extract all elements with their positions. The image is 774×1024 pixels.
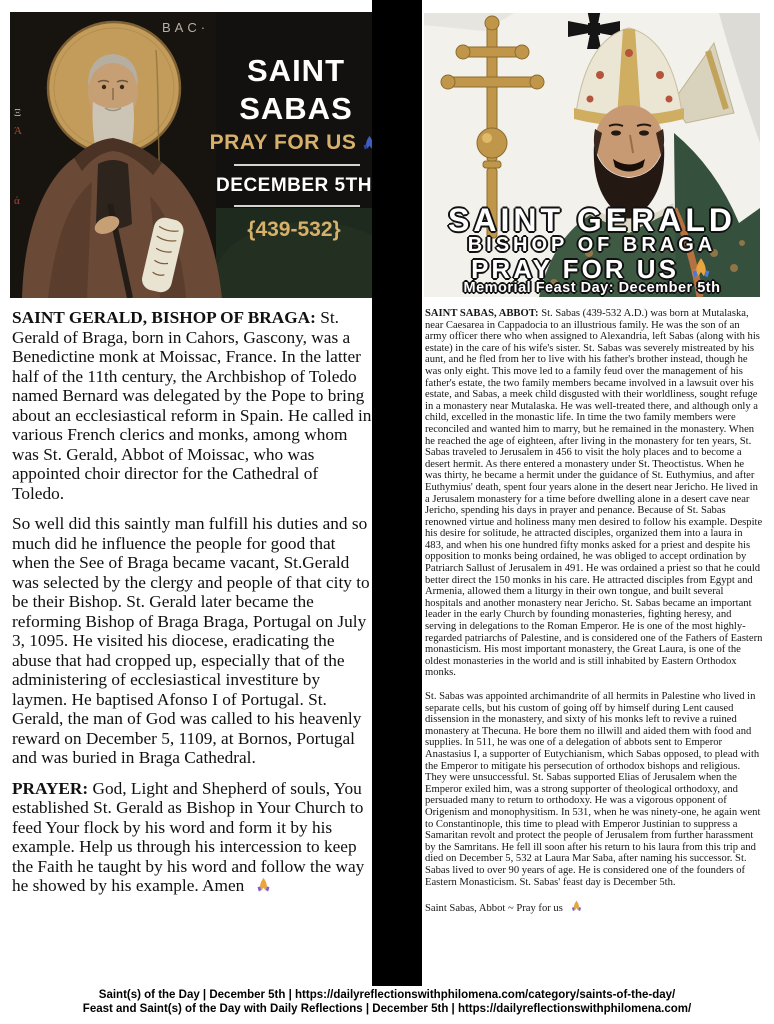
- banner-right-subtitle: BISHOP OF BRAGA: [467, 234, 717, 256]
- saint-gerald-article: [12, 308, 372, 907]
- banner-right-pray-text: PRAY FOR US: [471, 254, 679, 284]
- sabas-article-heading: SAINT SABAS, ABBOT:: [425, 308, 539, 319]
- banner-left-divider-top: [234, 164, 360, 166]
- banner-left-title-line2: SABAS: [239, 91, 353, 126]
- column-divider-bar: [372, 0, 422, 986]
- banner-left-title-line1: SAINT: [247, 53, 345, 88]
- banner-left-divider-bottom: [234, 205, 360, 207]
- icon-inscription: ΒΑС·: [162, 20, 210, 35]
- banner-right-title: SAINT GERALD: [448, 202, 736, 238]
- feast-day-label: Memorial Feast Day:: [463, 280, 615, 296]
- footer-line-2: Feast and Saint(s) of the Day with Daily Reflections | December 5th | https://dailyreflectionswithphilomena.com/: [82, 1003, 692, 1015]
- saint-sabas-banner: [10, 12, 372, 298]
- svg-text:Ά: Ά: [14, 125, 22, 137]
- footer-line-1: Saint(s) of the Day | December 5th | https://dailyreflectionswithphilomena.com/category/saints-of-the-day/: [98, 989, 676, 1001]
- banner-right-feast-line: [424, 281, 760, 296]
- svg-text:Ξ: Ξ: [14, 107, 22, 119]
- banner-left-date: DECEMBER 5TH: [216, 175, 372, 196]
- praying-hands-icon: [689, 257, 713, 281]
- prayer-heading: PRAYER:: [12, 778, 89, 798]
- gerald-prayer-paragraph: PRAYER: God, Light and Shepherd of souls, You established St. Gerald as Bishop in Your Church to feed Your flock by his word and form it by his example. Help us through his intercession to keep the Faith he taught by his word and follow the way he showed by his example. Amen: [12, 778, 365, 895]
- gerald-paragraph-2: So well did this saintly man fulfill his duties and so much did he influence the people for good that when the See of Braga became vacant, St.Gerald was selected by the clergy and people of that city to be their Bishop. St. Gerald later became the reforming Bishop of Braga Braga, Portugal on July 3, 1095. He visited his diocese, eradicating the abuse that had cropped up, especially that of the administering of ecclesiastical investiture by laymen. He baptised Afonso I of Portugal. St. Gerald, the man of God was called to his heavenly reward on December 5, 1109, at Bornos, Portugal and was buried in Braga Cathedral.: [12, 514, 370, 767]
- sabas-closing-line: Saint Sabas, Abbot ~ Pray for us: [425, 900, 763, 915]
- banner-left-pray-text: PRAY FOR US: [209, 131, 357, 154]
- gerald-paragraph-1: SAINT GERALD, BISHOP OF BRAGA: St. Gerald of Braga, born in Cahors, Gascony, was a Benedictine monk at Moissac, France. In the latter half of the 11th century, the Archbishop of Toledo named Bernard was delegated by the Pope to bring about an ecclesiastical reform in Spain. He called in various French clerics and monks, among whom was St. Gerald, Abbot of Moissac, who was appointed choir director for the Cathedral of Toledo.: [12, 308, 372, 503]
- feast-day-date: December 5th: [618, 280, 721, 296]
- praying-hands-icon: [361, 135, 372, 152]
- banner-left-pray-line: [206, 131, 372, 155]
- banner-right-pray-line: [424, 256, 760, 282]
- svg-text:ά: ά: [14, 195, 20, 207]
- banner-left-years: {439-532}: [247, 218, 341, 241]
- gerald-article-heading: SAINT GERALD, BISHOP OF BRAGA:: [12, 308, 316, 327]
- page-footer: [0, 988, 774, 1016]
- praying-hands-icon: [255, 877, 272, 894]
- sabas-paragraph-2: St. Sabas was appointed archimandrite of all hermits in Palestine who lived in separate cells, but his custom of going off by himself during Lent caused dissension in the monastery, and sixty of his monks left to revive a ruined monastery at Thecuna. He bore them no illwill and aided them with food and supplies. In 511, he was one of a delegation of abbots sent to Emperor Anastasius I, a supporter of Eutychianism, which Sabas opposed, to plead with the Emperor to mitigate his persecution of orthodox bishops and religious. They were unsuccessful. St. Sabas supported Elias of Jerusalem when the Emperor exiled him, was a strong supporter of theological orthodoxy, and persuaded many to return to orthodoxy. He was a vigorous opponent of Origenism and monophysitism. In 531, when he was ninety-one, he again went to Constantinople, this time to plead with Emperor Justinian to suppress a Samaritan revolt and protect the people of Jerusalem from further harassment by the Samritans. He fell ill soon after his return to his laura from this trip and died on December 5, 532 at Laura Mar Saba, after naming his successor. St. Sabas lived to over 90 years of age. He is considered one of the founders of Eastern Monasticism. St. Sabas' feast day is December 5th.: [425, 691, 761, 888]
- sabas-paragraph-1: SAINT SABAS, ABBOT: St. Sabas (439-532 A.D.) was born at Mutalaska, near Caesarea in Cappadocia to an illustrious family. He was the son of an army officer there who when assigned to Alexandria, left Sabas (along with his estate) in the care of his wife's sister. St. Sabas was severely mistreated by his aunt, and he fled from her to live with his father's brother instead, though he was only eight. This move led to a family feud over the management of his father's estate, the two family members became involved in a lawsuit over his estate, and Sabas, a meek child disgusted with their worldliness, sought refuge in a monastery near Mutalaska. He was well-treated there, and although only a child, excelled in the monastic life. In time the two family members were reconciled and wanted him to marry, but he remained in the monastery. When he reached the age of eighteen, after living in the monastery for ten years, St. Sabas traveled to Jerusalem in 456 to visit the holy places and to become a desert hermit. As there entered a monastery under St. Theoctistus. When he was thirty, he became a hermit under the guidance of St. Euthymius, and after Euthymius' death, spent four years alone in the desert near Jericho. He lived in a Jerusalem monastery for a time before dwelling alone in a desert cave near Jericho, spending his days in prayer and penance. Because of St. Sabas renowned virtue and holiness many men desired to follow his example. Despite his desire for solitude, he attracted disciples, organized them into a laura in 483, and when his one hundred fifty monks asked for a priest and despite his opposition to monks being ordained, he was obliged to accept ordination by Patriarch Sallust of Jerusalem in 491. He was ordained a priest so that he could better direct the 150 monks in his care. He attracted disciples from Egypt and Armenia, allowed them a liturgy in their own tongue, and built several hospitals and another monastery near Jericho. St. Sabas became an important leader in the early Church by founding monasteries, fighting heresy, and serving in delegations to the Roman Emperor. He is one of the most highly-regarded patriarchs of Palestine, and is considered one of the Fathers of Eastern monasticism. His most important monastery, the Great Laura, is one of the oldest monasteries in the world and is still inhabited by Eastern Orthodox monks.: [425, 308, 763, 679]
- banner-left-title: [214, 52, 372, 128]
- praying-hands-icon: [570, 900, 583, 913]
- saint-gerald-banner: [424, 13, 760, 297]
- saint-sabas-article: [425, 308, 763, 927]
